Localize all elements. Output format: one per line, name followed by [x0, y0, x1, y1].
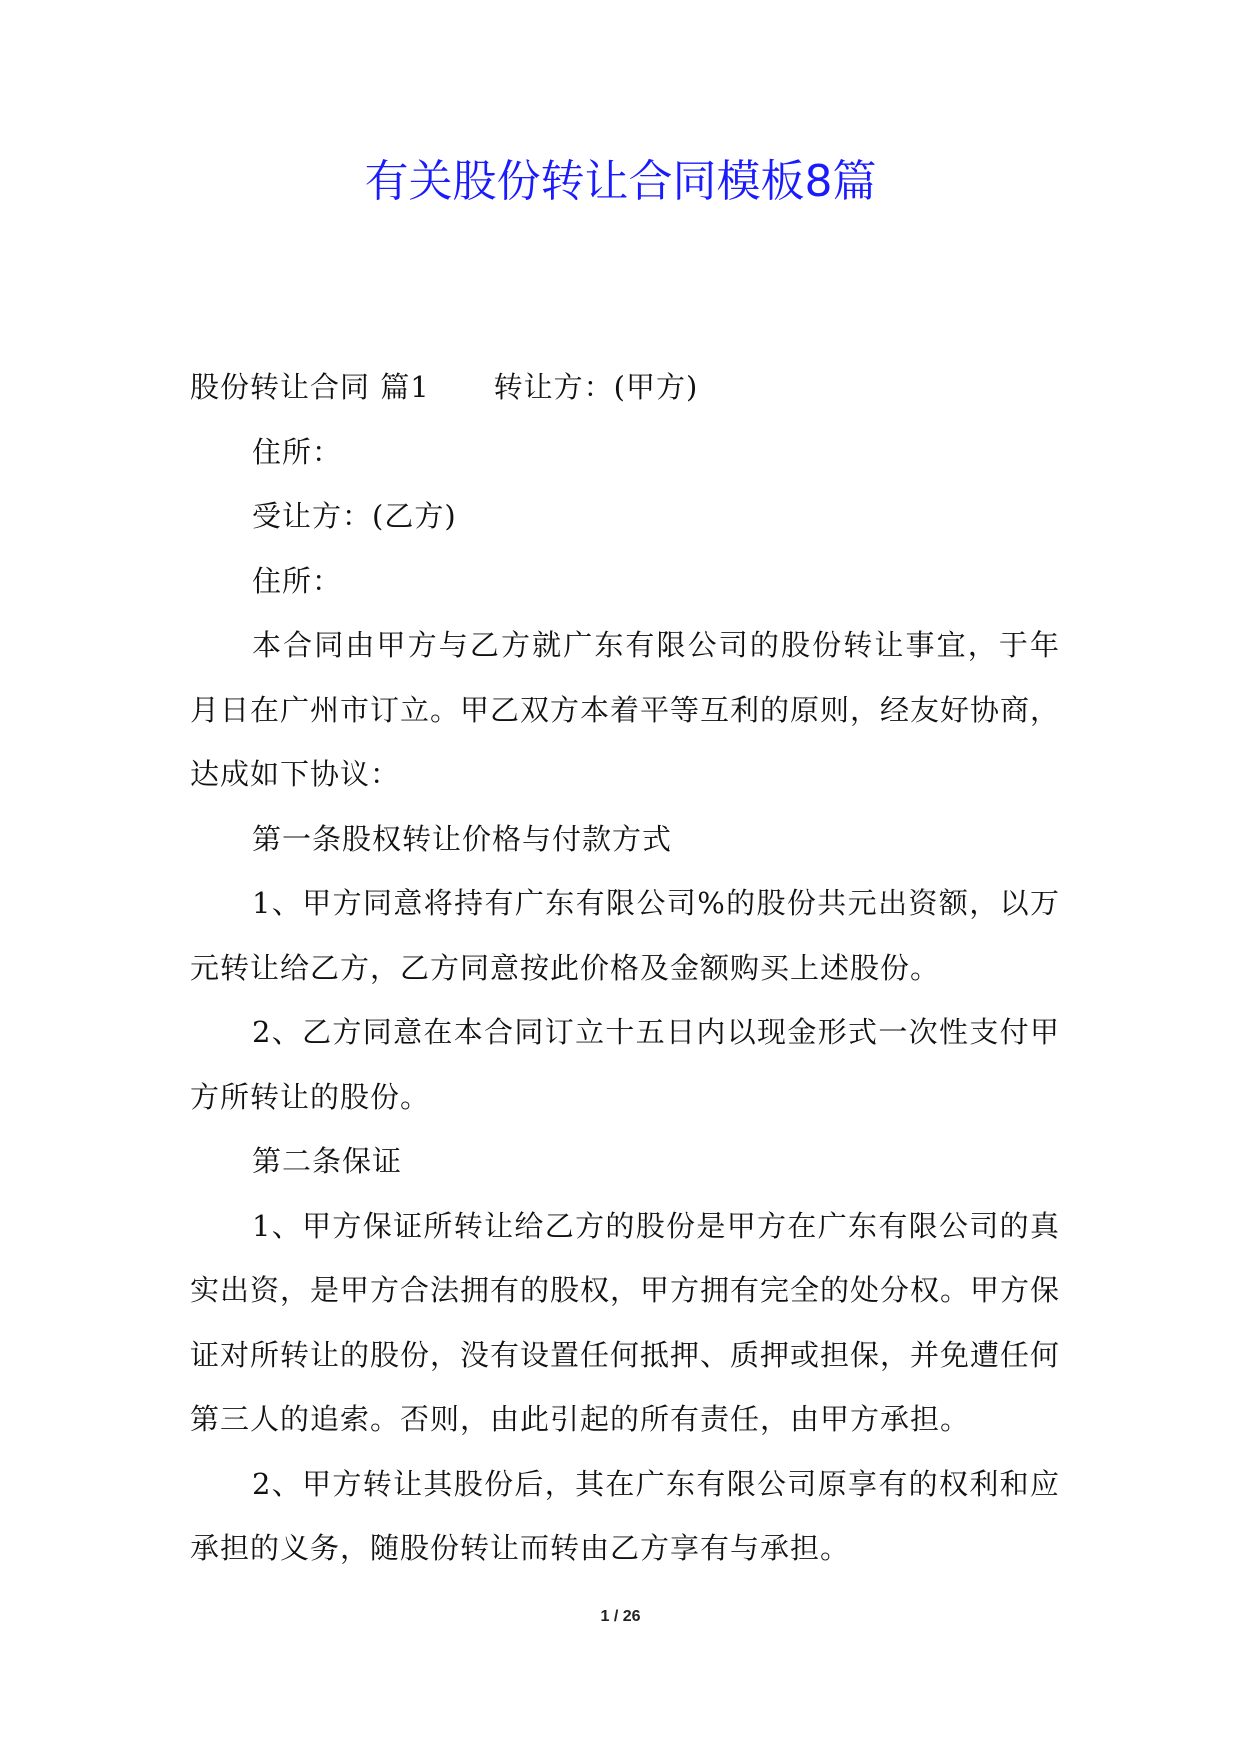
- paragraph: 本合同由甲方与乙方就广东有限公司的股份转让事宜，于年月日在广州市订立。甲乙双方本着平等互利的原则，经友好协商，达成如下协议：: [190, 628, 1061, 791]
- paragraph: 受让方：(乙方): [252, 499, 457, 533]
- paragraph: 1、甲方保证所转让给乙方的股份是甲方在广东有限公司的真实出资，是甲方合法拥有的股权，甲方拥有完全的处分权。甲方保证对所转让的股份，没有设置任何抵押、质押或担保，并免遭任何第三人的追索。否则，由此引起的所有责任，由甲方承担。: [190, 1208, 1061, 1436]
- section-heading: 第一条股权转让价格与付款方式: [252, 821, 673, 856]
- section-heading: 第二条保证: [252, 1144, 403, 1178]
- document-title: 有关股份转让合同模板8篇: [364, 156, 877, 207]
- contract-header-line: [190, 355, 1060, 420]
- paragraph: 住所：: [252, 563, 343, 598]
- document-body: [190, 355, 1060, 1581]
- paragraph: 2、甲方转让其股份后，其在广东有限公司原享有的权利和应承担的义务，随股份转让而转由乙方享有与承担。: [190, 1466, 1060, 1565]
- paragraph: 2、乙方同意在本合同订立十五日内以现金形式一次性支付甲方所转让的股份。: [190, 1015, 1060, 1114]
- paragraph: 1、甲方同意将持有广东有限公司%的股份共元出资额，以万元转让给乙方，乙方同意按此价格及金额购买上述股份。: [190, 886, 1060, 985]
- paragraph: 住所：: [252, 434, 343, 469]
- contract-heading: 股份转让合同 篇1: [190, 370, 430, 404]
- transferor-label: 转让方：(甲方): [493, 370, 699, 404]
- page-number: 1 / 26: [600, 1608, 641, 1625]
